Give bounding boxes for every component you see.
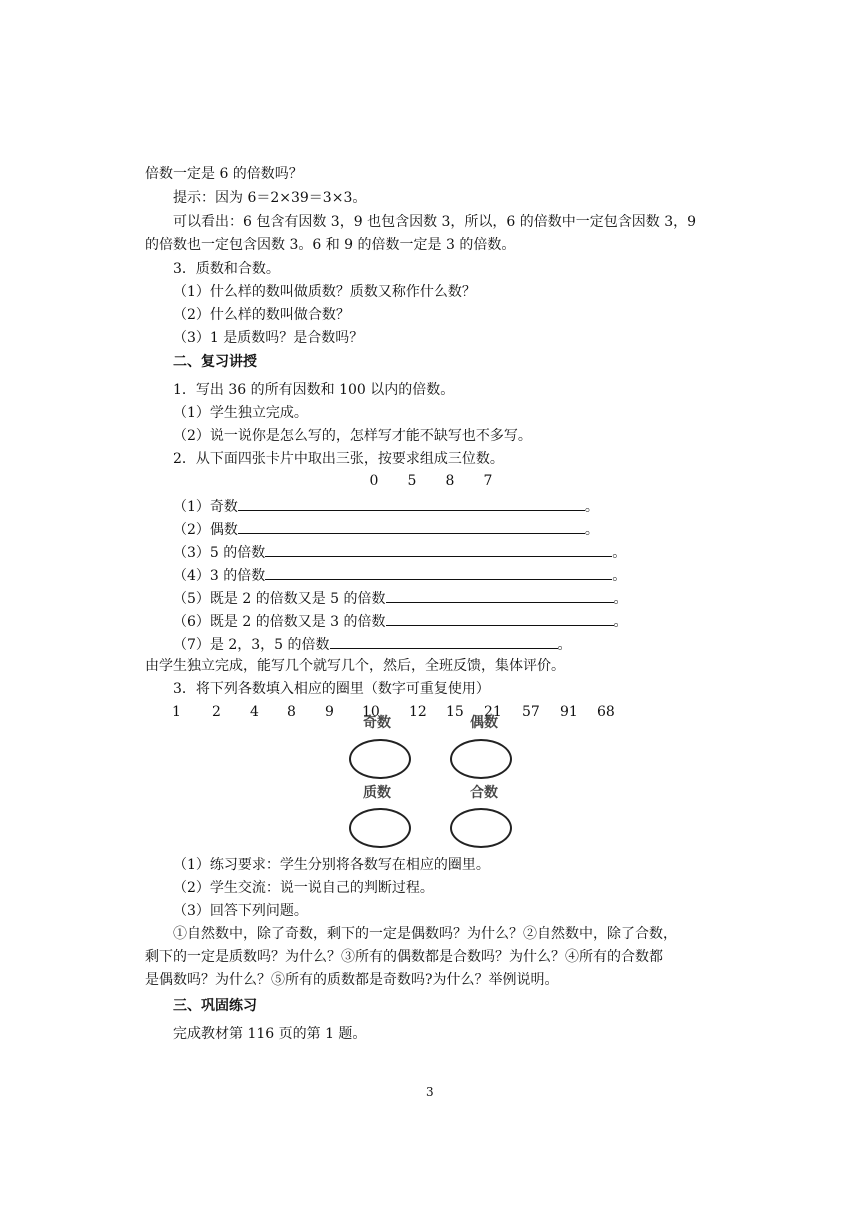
prime-circle[interactable] [349, 808, 411, 848]
text-line: （2）说一说你是怎么写的，怎样写才能不缺写也不多写。 [173, 428, 532, 444]
number-list [0, 703, 860, 721]
period: 。 [612, 568, 627, 584]
answer-blank[interactable] [386, 588, 614, 603]
answer-blank[interactable] [238, 496, 585, 511]
text-line: 的倍数也一定包含因数 3。6 和 9 的倍数一定是 3 的倍数。 [145, 237, 516, 253]
fill-line [173, 611, 628, 631]
number-item: 4 [250, 704, 259, 720]
fill-line [173, 565, 626, 585]
digit-card: 0 [369, 473, 379, 489]
fill-line [173, 519, 599, 539]
digit-card: 7 [483, 473, 493, 489]
question-text: 是偶数吗？为什么？⑤所有的质数都是奇数吗?为什么？举例说明。 [145, 972, 559, 988]
digit-cards [355, 472, 507, 490]
fill-label: （2）偶数 [173, 522, 238, 538]
text-line: 由学生独立完成，能写几个就写几个，然后，全班反馈，集体评价。 [145, 658, 565, 674]
period: 。 [612, 545, 627, 561]
answer-blank[interactable] [386, 611, 614, 626]
composite-circle[interactable] [450, 808, 512, 848]
fill-line [173, 542, 626, 562]
even-circle[interactable] [450, 739, 512, 779]
question-text: ①自然数中，除了奇数，剩下的一定是偶数吗？为什么？②自然数中，除了合数， [173, 926, 677, 942]
composite-label: 合数 [470, 785, 498, 801]
fill-label: （4）3 的倍数 [173, 568, 266, 584]
item-heading: 2．从下面四张卡片中取出三张，按要求组成三位数。 [173, 451, 504, 467]
answer-blank[interactable] [238, 519, 585, 534]
hint-line: 提示：因为 6＝2×39＝3×3。 [173, 190, 367, 206]
fill-line [173, 588, 628, 608]
answer-blank[interactable] [265, 565, 612, 580]
text-line: 倍数一定是 6 的倍数吗？ [145, 166, 303, 182]
number-item: 57 [522, 704, 540, 720]
number-item: 68 [597, 704, 615, 720]
period: 。 [613, 591, 628, 607]
section-heading: 二、复习讲授 [173, 354, 257, 370]
fill-label: （6）既是 2 的倍数又是 3 的倍数 [173, 614, 386, 630]
question: （3）1 是质数吗？是合数吗？ [173, 330, 364, 346]
number-item: 8 [287, 704, 296, 720]
number-item: 1 [172, 704, 181, 720]
fill-label: （7）是 2，3，5 的倍数 [173, 637, 330, 653]
number-item: 2 [212, 704, 221, 720]
fill-label: （3）5 的倍数 [173, 545, 266, 561]
fill-label: （1）奇数 [173, 499, 238, 515]
item-heading: 3．将下列各数填入相应的圈里（数字可重复使用） [173, 681, 490, 697]
section-heading: 三、巩固练习 [173, 998, 257, 1014]
fill-line [173, 496, 599, 516]
text-line: 可以看出：6 包含有因数 3，9 也包含因数 3，所以，6 的倍数中一定包含因数 3，9 [173, 214, 697, 230]
question: （2）什么样的数叫做合数？ [173, 307, 350, 323]
question: （1）什么样的数叫做质数？质数又称作什么数？ [173, 284, 476, 300]
text-line: （1）学生独立完成。 [173, 405, 308, 421]
even-label: 偶数 [470, 715, 498, 731]
period: 。 [584, 499, 599, 515]
period: 。 [613, 614, 628, 630]
number-item: 91 [560, 704, 578, 720]
period: 。 [584, 522, 599, 538]
text-line: （2）学生交流：说一说自己的判断过程。 [173, 880, 434, 896]
text-line: （3）回答下列问题。 [173, 903, 308, 919]
item-heading: 3．质数和合数。 [173, 261, 280, 277]
question-text: 剩下的一定是质数吗？为什么？③所有的偶数都是合数吗？为什么？④所有的合数都 [145, 949, 663, 965]
number-item: 9 [325, 704, 334, 720]
text-line: 完成教材第 116 页的第 1 题。 [173, 1026, 367, 1042]
answer-blank[interactable] [265, 542, 612, 557]
period: 。 [557, 637, 572, 653]
number-item: 15 [446, 704, 464, 720]
item-heading: 1．写出 36 的所有因数和 100 以内的倍数。 [173, 382, 455, 398]
text-line: （1）练习要求：学生分别将各数写在相应的圈里。 [173, 857, 490, 873]
prime-label: 质数 [363, 785, 391, 801]
number-item: 10 [362, 704, 380, 720]
page-number: 3 [426, 1085, 434, 1099]
number-item: 12 [409, 704, 427, 720]
fill-line [173, 634, 572, 654]
digit-card: 5 [407, 473, 417, 489]
answer-blank[interactable] [330, 634, 558, 649]
odd-label: 奇数 [363, 715, 391, 731]
odd-circle[interactable] [349, 739, 411, 779]
fill-label: （5）既是 2 的倍数又是 5 的倍数 [173, 591, 386, 607]
number-item: 21 [484, 704, 502, 720]
digit-card: 8 [445, 473, 455, 489]
